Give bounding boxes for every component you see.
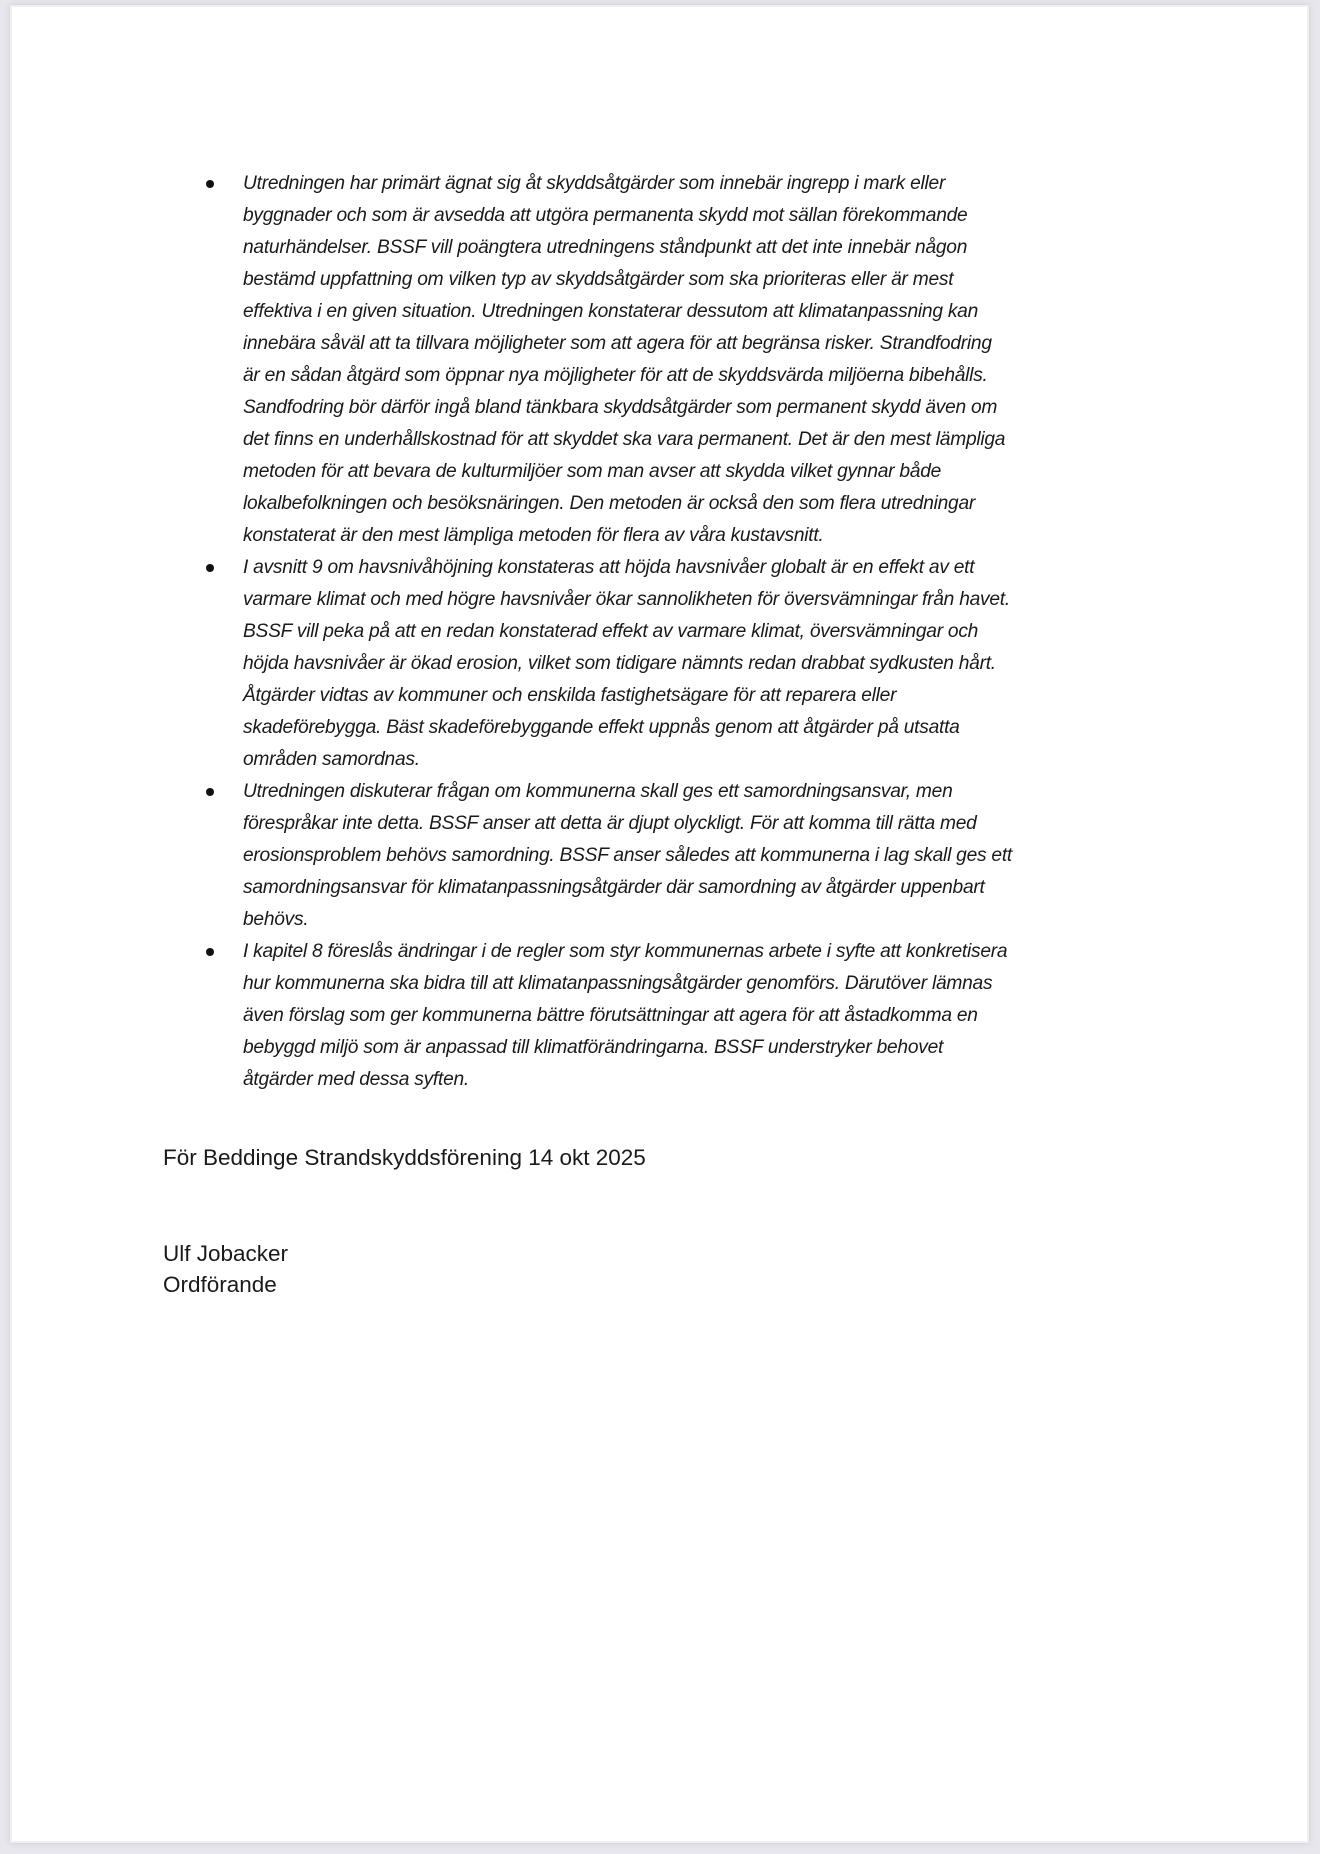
bullet-icon [206, 180, 214, 188]
text-line: förespråkar inte detta. BSSF anser att detta är djupt olyckligt. För att komma till rätta med [243, 813, 977, 834]
bullet-item-4 [12, 936, 1307, 1096]
text-line: skadeförebygga. Bäst skadeförebyggande effekt uppnås genom att åtgärder på utsatta [243, 717, 960, 738]
bullet-item-2 [12, 552, 1307, 776]
text-line: Sandfodring bör därför ingå bland tänkbara skyddsåtgärder som permanent skydd även om [243, 397, 998, 418]
text-line: lokalbefolkningen och besöksnäringen. Den metoden är också den som flera utredningar [243, 493, 976, 514]
bullet-item-3 [12, 776, 1307, 936]
text-line: är en sådan åtgärd som öppnar nya möjligheter för att de skyddsvärda miljöerna bibehålls. [243, 365, 988, 386]
text-line: I kapitel 8 föreslås ändringar i de regler som styr kommunernas arbete i syfte att konkretisera [243, 941, 1008, 962]
text-line: konstaterat är den mest lämpliga metoden för flera av våra kustavsnitt. [243, 525, 824, 546]
text-line: samordningsansvar för klimatanpassningsåtgärder där samordning av åtgärder uppenbart [243, 877, 985, 898]
text-line: det finns en underhållskostnad för att skyddet ska vara permanent. Det är den mest lämpliga [243, 429, 1006, 450]
document-page [10, 5, 1309, 1843]
closing-line: För Beddinge Strandskyddsförening 14 okt 2025 [163, 1145, 646, 1170]
text-line: bestämd uppfattning om vilken typ av skyddsåtgärder som ska prioriteras eller är mest [243, 269, 954, 290]
text-line: I avsnitt 9 om havsnivåhöjning konstateras att höjda havsnivåer globalt är en effekt av ett [243, 557, 975, 578]
bullet-item-1 [12, 168, 1307, 552]
text-line: behövs. [243, 909, 309, 930]
text-line: åtgärder med dessa syften. [243, 1069, 470, 1090]
text-line: Utredningen har primärt ägnat sig åt skyddsåtgärder som innebär ingrepp i mark eller [243, 173, 946, 194]
text-line: erosionsproblem behövs samordning. BSSF anser således att kommunerna i lag skall ges ett [243, 845, 1013, 866]
text-line: metoden för att bevara de kulturmiljöer som man avser att skydda vilket gynnar både [243, 461, 942, 482]
bullet-icon [206, 564, 214, 572]
text-line: höjda havsnivåer är ökad erosion, vilket som tidigare nämnts redan drabbat sydkusten hårt. [243, 653, 996, 674]
text-line: innebära såväl att ta tillvara möjligheter som att agera för att begränsa risker. Strandfodring [243, 333, 992, 354]
text-line: naturhändelser. BSSF vill poängtera utredningens ståndpunkt att det inte innebär någon [243, 237, 968, 258]
bullet-text [243, 936, 1307, 1096]
signature-block [163, 1238, 288, 1300]
text-line: Åtgärder vidtas av kommuner och enskilda fastighetsägare för att reparera eller [243, 685, 897, 706]
text-line: varmare klimat och med högre havsnivåer ökar sannolikheten för översvämningar från havet. [243, 589, 1010, 610]
text-line: BSSF vill peka på att en redan konstaterad effekt av varmare klimat, översvämningar och [243, 621, 979, 642]
bullet-text [243, 168, 1307, 552]
text-line: områden samordnas. [243, 749, 420, 770]
bullet-text [243, 776, 1307, 936]
text-line: byggnader och som är avsedda att utgöra permanenta skydd mot sällan förekommande [243, 205, 968, 226]
text-line: Utredningen diskuterar frågan om kommunerna skall ges ett samordningsansvar, men [243, 781, 953, 802]
text-line: hur kommunerna ska bidra till att klimatanpassningsåtgärder genomförs. Därutöver lämnas [243, 973, 993, 994]
bullet-text [243, 552, 1307, 776]
text-line: effektiva i en given situation. Utredningen konstaterar dessutom att klimatanpassning kan [243, 301, 979, 322]
bullet-icon [206, 948, 214, 956]
bullet-list [12, 168, 1307, 1096]
text-line: även förslag som ger kommunerna bättre förutsättningar att agera för att åstadkomma en [243, 1005, 978, 1026]
text-line: bebyggd miljö som är anpassad till klimatförändringarna. BSSF understryker behovet [243, 1037, 944, 1058]
signatory-name: Ulf Jobacker [163, 1241, 289, 1266]
signatory-title: Ordförande [163, 1272, 277, 1297]
bullet-icon [206, 788, 214, 796]
